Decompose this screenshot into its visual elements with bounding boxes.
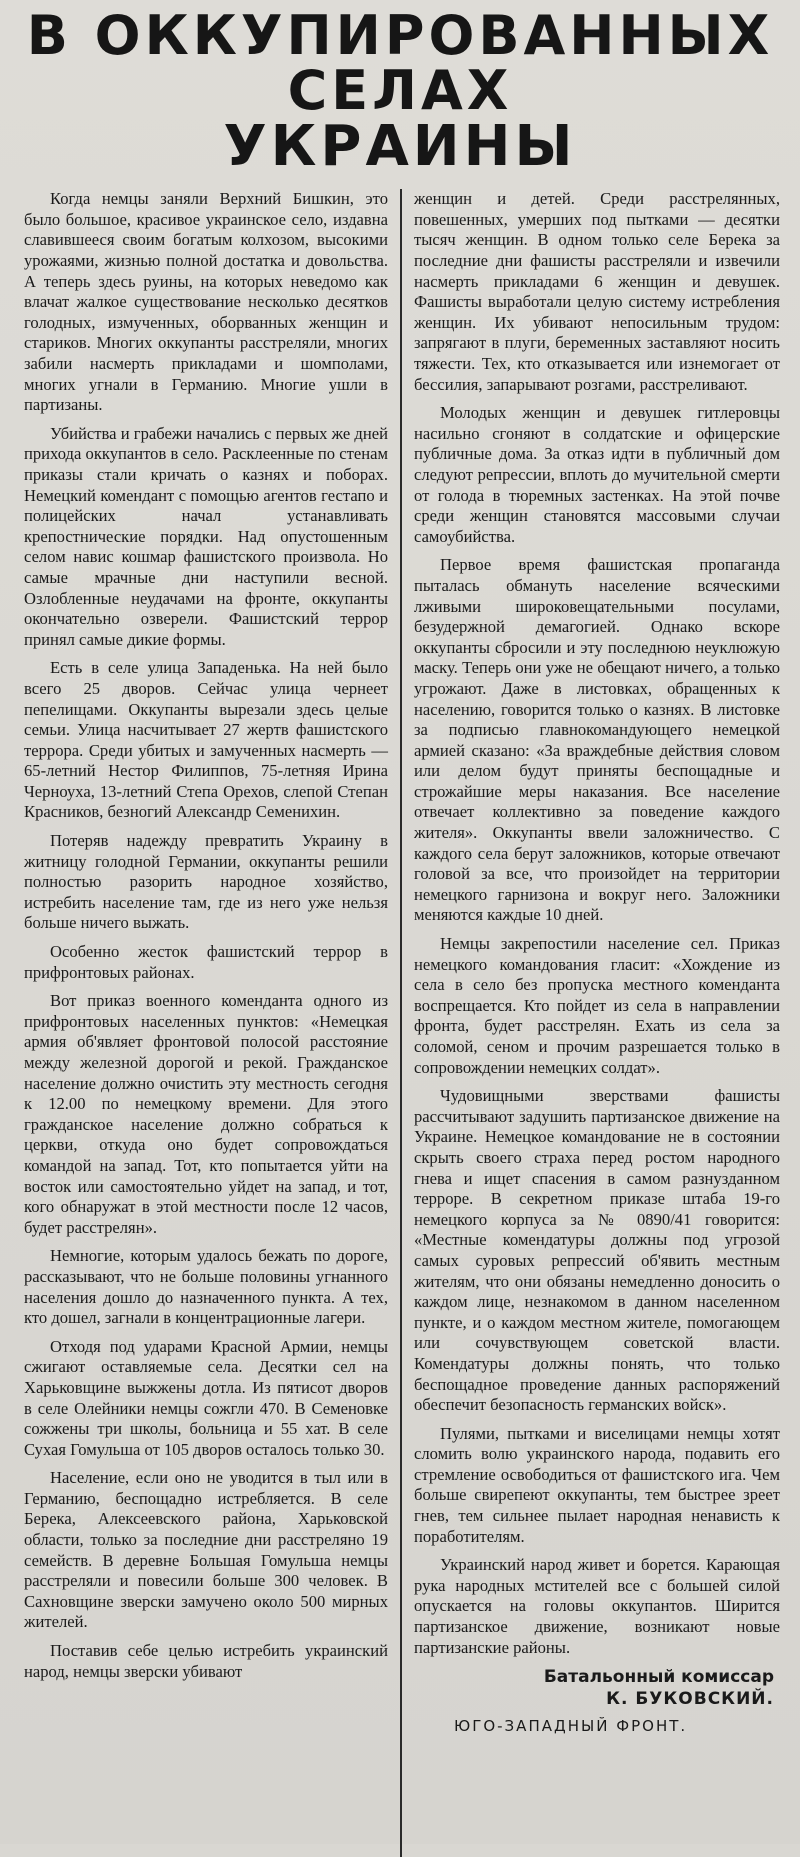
article-columns: [14, 189, 786, 1857]
right-column: [400, 189, 786, 1857]
signature-title: Батальонный комиссар: [543, 1667, 774, 1688]
paragraph: Когда немцы заняли Верхний Бишкин, это было большое, красивое украинское село, издавна славившееся своим богатым колхозом, высокими урожаями, жизнью полной достатка и довольства. А теперь здесь руины, на которых неведомо как влачат жалкое существование несколько десятков голодных, измученных, оборванных женщин и стариков. Многих оккупанты расстреляли, многих забили насмерть прикладами и шомполами, многих угнали в Германию. Многие ушли в партизаны.: [24, 189, 388, 415]
left-column: [14, 189, 400, 1857]
paragraph: женщин и детей. Среди расстрелянных, повешенных, умерших под пытками — десятки тысяч женщин. В одном только селе Берека за последние дни фашисты расстреляли и извечили насмерть прикладами 6 женщин и девушек. Фашисты выработали целую систему истребления женщин. Их убивают непосильным трудом: запрягают в плуги, беременных заставляют носить тяжести. Тех, кто отказывается или изнемогает от бессилия, запарывают розгами, расстреливают.: [414, 189, 780, 394]
dateline-front: ЮГО-ЗАПАДНЫЙ ФРОНТ.: [454, 1717, 688, 1736]
signature: [414, 1666, 780, 1710]
paragraph: Отходя под ударами Красной Армии, немцы сжигают оставляемые села. Десятки сел на Харьковщине выжжены дотла. Из пятисот дворов в селе Олейники немцы сожгли 470. В Семеновке сожжены три школы, больница и 55 хат. В селе Сухая Гомульша от 105 дворов осталось только 30.: [24, 1336, 388, 1459]
paragraph: Поставив себе целью истребить украинский народ, немцы зверски убивают: [24, 1641, 388, 1681]
headline: [14, 4, 786, 180]
paragraph: Потеряв надежду превратить Украину в житницу голодной Германии, оккупанты решили полностью разорить народное хозяйство, истребить население там, где из него уже нельзя больше ничего выжать.: [24, 831, 388, 933]
headline-line-2: УКРАИНЫ: [223, 114, 577, 180]
paragraph: Чудовищными зверствами фашисты рассчитывают задушить партизанское движение на Украине. Немецкое командование не в состоянии скрыть своего страха перед ростом народного гнева и ищет спасения в самом разнузданном терроре. В секретном приказе штаба 19-го немецкого корпуса за № 0890/41 говорится: «Местные комендатуры должны под угрозой самых суровых репрессий об'явить местным жителям, что они обязаны немедленно доносить о каждом лице, незнакомом в данном населенном пункте, и о каждом местном жителе, помогающем или сочувствующем советской власти. Комендатуры должны понять, что только беспощадное проведение данных распоряжений обеспечит безопасность германских войск».: [414, 1086, 780, 1415]
paragraph: Украинский народ живет и борется. Карающая рука народных мстителей все с большей силой опускается на головы оккупантов. Ширится партизанское движение, возникают новые партизанские районы.: [414, 1555, 780, 1657]
paragraph: Первое время фашистская пропаганда пыталась обмануть население всяческими лживыми широковещательными посулами, безудержной демагогией. Однако вскоре оккупанты сбросили и эту последнюю неуклюжую маску. Теперь они уже не обещают ничего, а только угрожают. Даже в листовках, обращенных к населению, говорится только о казнях. В листовке за подписью главнокомандующего немецкой армией сказано: «За враждебные действия словом или делом будут приняты беспощадные и строжайшие меры наказания. Все население отвечает коллективно за поведение каждого жителя». Оккупанты ввели заложничество. С каждого села берут заложников, которые отвечают головой за все, что произойдет на территории немецкого гарнизона и вокруг него. Заложники меняются каждые 10 дней.: [414, 555, 780, 925]
paragraph: Население, если оно не уводится в тыл или в Германию, беспощадно истребляется. В селе Берека, Алексеевского района, Харьковской области, только за последние дни расстреляно 19 семейств. В деревне Большая Гомульша немцы расстреляли и повесили больше 300 человек. В Сахновщине зверски замучено около 500 мирных жителей.: [24, 1468, 388, 1632]
paragraph: Есть в селе улица Западенька. На ней было всего 25 дворов. Сейчас улица чернеет пепелищами. Оккупанты вырезали здесь целые семьи. Улица насчитывает 27 жертв фашистского террора. Среди убитых и замученных насмерть — 65-летний Нестор Филиппов, 75-летняя Ирина Черноуха, 13-летний Степа Орехов, слепой Степан Красников, безногий Александр Семенихин.: [24, 658, 388, 822]
headline-line-1: В ОККУПИРОВАННЫХ СЕЛАХ: [26, 4, 774, 123]
paragraph: Вот приказ военного коменданта одного из прифронтовых населенных пунктов: «Немецкая армия об'являет фронтовой полосой расстояние между железной дорогой и рекой. Гражданское население должно очистить эту местность сегодня к 12.00 по немецкому времени. Для этого гражданское население должно собраться к церкви, откуда оно будет сопровождаться командой на запад. Тот, кто попытается уйти на восток или самостоятельно уйдет на запад, и тот, кого обнаружат в этой местности после 12 часов, будет расстрелян».: [24, 991, 388, 1237]
paragraph: Молодых женщин и девушек гитлеровцы насильно сгоняют в солдатские и офицерские публичные дома. За отказ идти в публичный дом следуют репрессии, вплоть до мучительной смерти от голода в тюремных застенках. На этой почве среди женщин становятся массовыми случаи самоубийства.: [414, 403, 780, 546]
paragraph: Особенно жесток фашистский террор в прифронтовых районах.: [24, 942, 388, 982]
paragraph: Убийства и грабежи начались с первых же дней прихода оккупантов в село. Расклеенные по стенам приказы стали кричать о казнях и поборах. Немецкий комендант с помощью агентов гестапо и полицейских начал устанавливать крепостнические порядки. Над опустошенным селом навис кошмар фашистского произвола. Но самые мрачные дни наступили весной. Озлобленные неудачами на фронте, оккупанты окончательно озверели. Фашистский террор принял самые дикие формы.: [24, 423, 388, 649]
signature-name: К. БУКОВСКИЙ.: [606, 1689, 774, 1710]
paragraph: Немногие, которым удалось бежать по дороге, рассказывают, что не больше половины угнанного населения дошло до назначенного пункта. А тех, кто дошел, загнали в концентрационные лагери.: [24, 1246, 388, 1328]
paragraph: Пулями, пытками и виселицами немцы хотят сломить волю украинского народа, подавить его стремление освободиться от фашистского ига. Чем больше свирепеют оккупанты, тем быстрее зреет гнев, тем сильнее пылает народная ненависть к поработителям.: [414, 1423, 780, 1546]
paragraph: Немцы закрепостили население сел. Приказ немецкого командования гласит: «Хождение из села в село без пропуска местного коменданта воспрещается. Кто пойдет из села в направлении фронта, будет расстрелян. Ехать из села за соломой, сеном и прочим разрешается только в сопровождении немецких солдат».: [414, 934, 780, 1077]
